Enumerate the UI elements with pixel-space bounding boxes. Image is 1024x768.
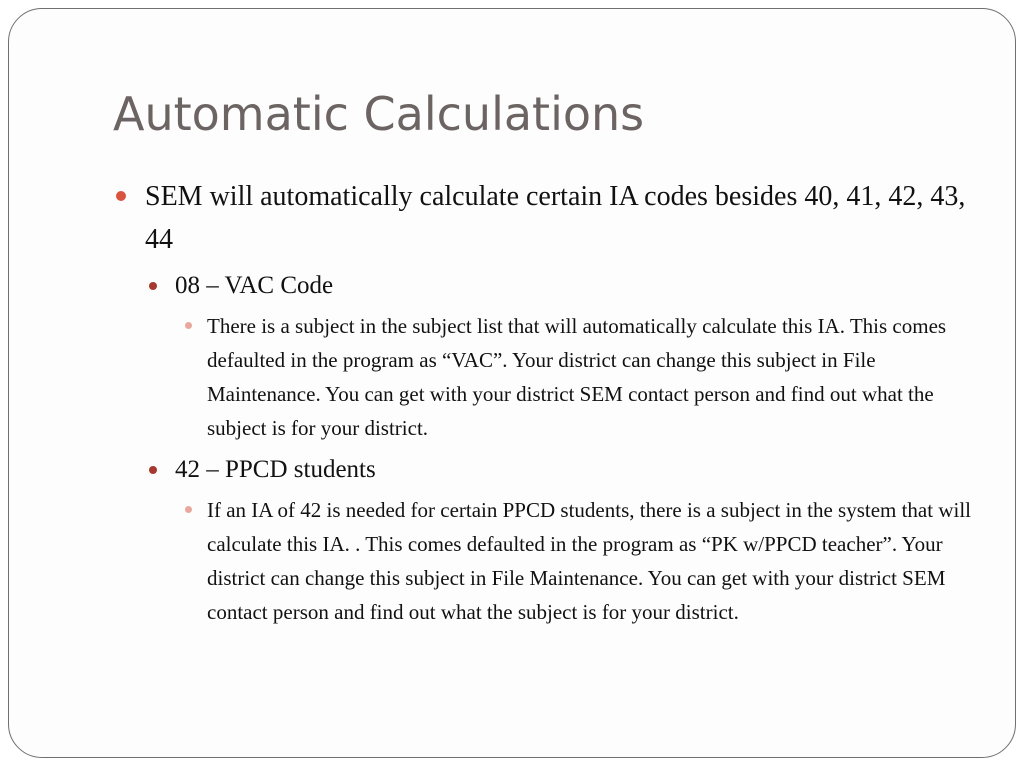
bullet-level3-vac-detail xyxy=(175,309,973,445)
bullet-level2-vac xyxy=(145,269,973,303)
bullet-text: There is a subject in the subject list that will automatically calculate this IA. This comes defaulted in the program as “VAC”. Your district can change this subject in File Maintenance. You can get with your district SEM contact person and find out what the subject is for your district. xyxy=(207,314,947,440)
slide-content xyxy=(113,175,973,629)
bullet-text: 08 – VAC Code xyxy=(175,272,334,299)
slide-title: Automatic Calculations xyxy=(113,87,645,141)
bullet-level1 xyxy=(113,175,973,261)
bullet-dot-icon xyxy=(185,322,192,329)
slide xyxy=(8,8,1016,758)
bullet-dot-icon xyxy=(185,506,192,513)
bullet-dot-icon xyxy=(149,466,157,474)
bullet-dot-icon xyxy=(116,191,126,201)
bullet-dot-icon xyxy=(149,282,157,290)
bullet-text: If an IA of 42 is needed for certain PPCD students, there is a subject in the system that will calculate this IA. . This comes defaulted in the program as “PK w/PPCD teacher”. Your district can change this subject in File Maintenance. You can get with your district SEM contact person and find out what the subject is for your district. xyxy=(207,498,972,624)
bullet-level2-ppcd xyxy=(145,453,973,487)
bullet-text: 42 – PPCD students xyxy=(175,456,376,483)
bullet-level3-ppcd-detail xyxy=(175,493,973,629)
bullet-text: SEM will automatically calculate certain IA codes besides 40, 41, 42, 43, 44 xyxy=(145,181,966,255)
